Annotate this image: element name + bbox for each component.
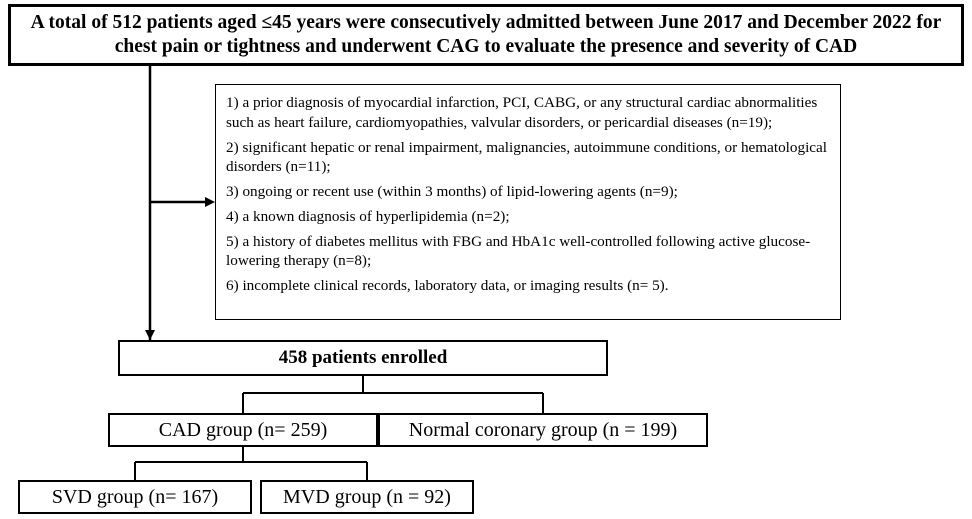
study-population-box [8,4,964,66]
normal-coronary-group-label: Normal coronary group (n = 199) [408,418,678,441]
exclusion-item: 1) a prior diagnosis of myocardial infarction, PCI, CABG, or any structural cardiac abnormalities such as heart failure, cardiomyopathies, valvular disorders, or pericardial diseases (n=19); [226,94,818,131]
cad-group-label: CAD group (n= 259) [158,418,328,441]
mvd-group-box [260,480,474,514]
study-population-text: A total of 512 patients aged ≤45 years were consecutively admitted between June 2017 and December 2022 for chest pain or tightness and underwent CAG to evaluate the presence and severity of CAD [30,12,942,57]
exclusion-item: 4) a known diagnosis of hyperlipidemia (n=2); [226,207,510,225]
exclusion-item: 5) a history of diabetes mellitus with FBG and HbA1c well-controlled following active glucose-lowering therapy (n=8); [226,232,811,270]
exclusion-item: 6) incomplete clinical records, laboratory data, or imaging results (n= 5). [226,277,669,294]
exclusion-criteria-box [215,84,841,320]
svd-group-label: SVD group (n= 167) [51,485,219,508]
normal-coronary-group-box [378,413,708,447]
enrolled-patients-box [118,340,608,376]
mvd-group-label: MVD group (n = 92) [283,485,451,508]
enrolled-patients-label: 458 patients enrolled [278,347,448,368]
cad-group-box [108,413,378,447]
svd-group-box [18,480,252,514]
exclusion-item: 3) ongoing or recent use (within 3 months) of lipid-lowering agents (n=9); [226,183,678,200]
exclusion-item: 2) significant hepatic or renal impairment, malignancies, autoimmune conditions, or hematological disorders (n=11); [226,138,827,176]
